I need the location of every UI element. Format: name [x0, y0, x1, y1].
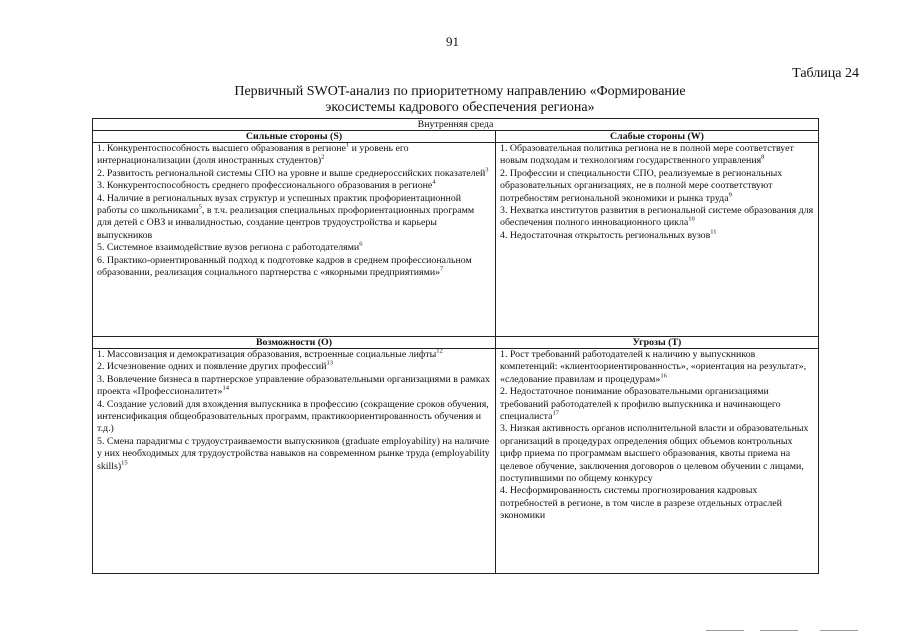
title-line-1: Первичный SWOT-анализ по приоритетному направлению «Формирование	[234, 84, 686, 99]
weaknesses-header: Слабые стороны (W)	[496, 131, 819, 143]
strengths-cell	[93, 143, 496, 337]
footnote-ref: 15	[121, 459, 128, 467]
swot-item: 1. Конкурентоспособность высшего образования в регионе$^1$ и уровень его интернационализации (доля иностранных студентов)$^2$	[97, 141, 409, 167]
weaknesses-cell	[496, 143, 819, 337]
document-title	[200, 84, 720, 116]
internal-environment-header: Внутренняя среда	[93, 119, 819, 131]
footnote-ref: 10	[688, 216, 695, 224]
footnote-ref: 5	[198, 203, 202, 211]
footnote-ref: 8	[761, 154, 765, 162]
swot-item: 1. Образовательная политика региона не в полной мере соответствует новым подходам и технологиям государственного управления$^8$	[500, 143, 794, 167]
scan-artifact-line	[760, 630, 798, 631]
swot-item: 2. Развитость региональной системы СПО на уровне и выше среднероссийских показателей$^3$	[97, 166, 489, 179]
swot-item: 3. Низкая активность органов исполнительной власти и образовательных организаций в процедурах определения общих объемов контрольных цифр приема по программам высшего образования, квоты приема на целевое обучение, заключения договоров о целевом обучении с лицами, поступившими по общему конкурсу	[500, 423, 809, 485]
footnote-ref: 16	[660, 372, 667, 380]
opportunities-cell	[93, 349, 496, 574]
table-label: Таблица 24	[792, 66, 859, 81]
title-line-2: экосистемы кадрового обеспечения региона»	[325, 100, 595, 115]
swot-item: 5. Смена парадигмы с трудоустраиваемости выпускников (graduate employability) на наличие у них необходимых для трудоустройства навыков на современном рынке труда (employability skills)$^{15}$	[97, 435, 490, 472]
footnote-ref: 6	[359, 240, 363, 248]
footnote-ref: 13	[326, 360, 333, 368]
threats-cell	[496, 349, 819, 574]
swot-item: 1. Массовизация и демократизация образования, встроенные социальные лифты$^{12}$	[97, 347, 443, 360]
footnote-ref: 3	[485, 166, 489, 174]
opportunities-header: Возможности (O)	[93, 337, 496, 349]
swot-item: 4. Наличие в региональных вузах структур и успешных практик профориентационной работы со школьниками$^5$, в т.ч. реализация специальных профориентационных программ для детей с ОВЗ и инвалидностью, создание центров трудоустройства и карьеры выпускников	[97, 192, 475, 241]
swot-item: 3. Конкурентоспособность среднего профессионального образования в регионе$^4$	[97, 178, 436, 192]
swot-item: 4. Создание условий для вхождения выпускника в профессию (сокращение сроков обучения, интенсификация общеобразовательных программ, практикоориентированность обучения и т.д.)	[97, 398, 489, 435]
threats-header: Угрозы (T)	[496, 337, 819, 349]
swot-table	[92, 118, 819, 574]
footnote-ref: 12	[436, 347, 443, 355]
scan-artifact-line	[820, 630, 858, 631]
footnote-ref: 1	[345, 141, 350, 149]
swot-item: 3. Вовлечение бизнеса в партнерское управление образовательными организациями в рамках проекта «Профессионалитет»$^{14}$	[97, 373, 490, 398]
swot-item: 3. Нехватка институтов развития в региональной системе образования для обеспечения полного инновационного цикла$^{10}$	[500, 205, 814, 229]
footnote-ref: 9	[728, 191, 732, 199]
swot-item: 2. Исчезновение одних и появление других профессий$^{13}$	[97, 360, 333, 373]
swot-item: 5. Системное взаимодействие вузов региона с работодателями$^6$	[97, 240, 363, 254]
swot-item: 4. Несформированность системы прогнозирования кадровых потребностей в регионе, в том числе в разрезе отдельных отраслей экономики	[500, 485, 782, 522]
footnote-ref: 14	[222, 384, 229, 392]
footnote-ref: 17	[552, 409, 560, 417]
swot-item: 2. Недостаточное понимание образовательными организациями требований работодателей к профилю выпускника и начинающего специалиста$^{17}$	[500, 386, 781, 423]
swot-item: 4. Недостаточная открытость региональных вузов$^{11}$	[500, 228, 717, 241]
footnote-ref: 4	[432, 178, 436, 186]
strengths-header: Сильные стороны (S)	[93, 131, 496, 143]
footnote-ref: 11	[710, 228, 717, 236]
swot-item: 1. Рост требований работодателей к наличию у выпускников компетенций: «клиентоориентированность», «ориентация на результат», «следование правилам и процедурам»$^{16}$	[500, 349, 807, 385]
page-number: 91	[446, 34, 459, 49]
footnote-ref: 2	[321, 154, 325, 162]
scan-artifact-line	[706, 630, 744, 631]
swot-item: 2. Профессии и специальности СПО, реализуемые в региональных образовательных организациях, не в полной мере соответствуют потребностям региональной экономики и рынка труда$^9$	[500, 167, 783, 204]
footnote-ref: 7	[440, 265, 444, 273]
swot-item: 6. Практико-ориентированный подход к подготовке кадров в среднем профессиональном образовании, реализация социального партнерства с «якорными предприятиями»$^7$	[97, 254, 472, 279]
